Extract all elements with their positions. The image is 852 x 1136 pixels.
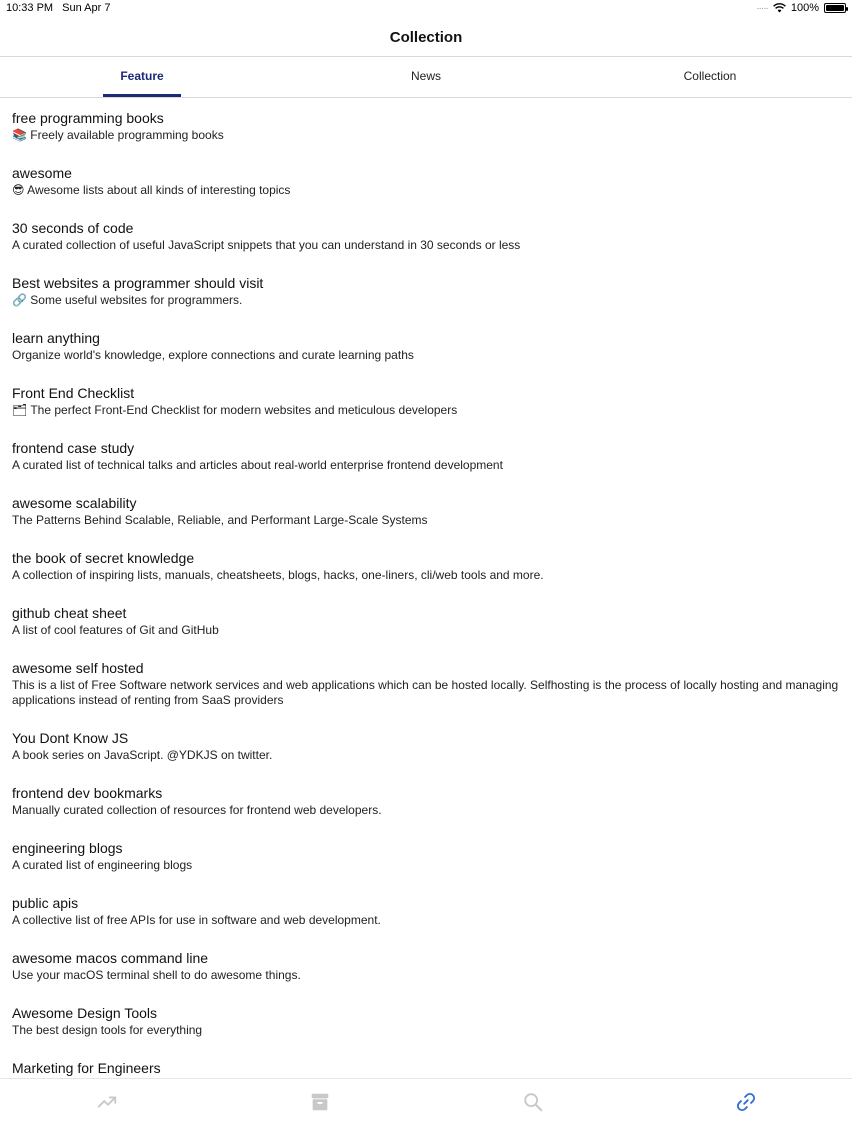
item-description: Manually curated collection of resources for frontend web developers. xyxy=(12,803,382,817)
item-title: Best websites a programmer should visit xyxy=(12,275,264,291)
item-title: the book of secret knowledge xyxy=(12,550,195,566)
list-item[interactable] xyxy=(0,330,852,363)
list-item[interactable] xyxy=(0,785,852,818)
status-date: Sun Apr 7 xyxy=(62,2,111,14)
list-item[interactable] xyxy=(0,1060,852,1077)
tab-collection[interactable]: Collection xyxy=(683,69,737,83)
item-title: github cheat sheet xyxy=(12,605,127,621)
status-bar xyxy=(0,0,852,18)
status-time: 10:33 PM xyxy=(6,2,54,14)
item-title: engineering blogs xyxy=(12,840,123,856)
item-description: A curated list of technical talks and articles about real-world enterprise frontend development xyxy=(12,458,503,472)
item-title: free programming books xyxy=(12,110,164,126)
item-title: awesome xyxy=(12,165,72,181)
list-item[interactable] xyxy=(0,495,852,528)
item-description: A curated collection of useful JavaScript snippets that you can understand in 30 seconds or less xyxy=(12,238,521,252)
bottom-tab-search[interactable] xyxy=(426,1079,639,1136)
list-item[interactable] xyxy=(0,220,852,253)
bottom-tab-bar xyxy=(0,1078,852,1136)
item-description: The Patterns Behind Scalable, Reliable, and Performant Large-Scale Systems xyxy=(12,513,428,527)
item-title: frontend case study xyxy=(12,440,135,456)
battery-percent: 100% xyxy=(790,2,819,14)
item-title: frontend dev bookmarks xyxy=(12,785,163,801)
link-icon xyxy=(735,1091,757,1113)
item-description: 📚 Freely available programming books xyxy=(12,128,224,142)
item-description: A curated list of engineering blogs xyxy=(12,858,193,872)
item-title: awesome scalability xyxy=(12,495,137,511)
list-item[interactable] xyxy=(0,730,852,763)
list-item[interactable] xyxy=(0,275,852,308)
item-description: A collection of inspiring lists, manuals, cheatsheets, blogs, hacks, one-liners, cli/web tools and more. xyxy=(12,568,544,582)
item-description: Use your macOS terminal shell to do awesome things. xyxy=(12,968,301,982)
item-description: The best design tools for everything xyxy=(12,1023,203,1037)
status-right xyxy=(756,2,846,14)
repository-list[interactable] xyxy=(0,98,852,1078)
list-item[interactable] xyxy=(0,660,852,708)
list-item[interactable] xyxy=(0,895,852,928)
tab-feature[interactable]: Feature xyxy=(0,57,284,97)
tab-news[interactable]: News xyxy=(410,69,441,83)
list-item[interactable] xyxy=(0,950,852,983)
item-title: awesome self hosted xyxy=(12,660,144,676)
item-description: A list of cool features of Git and GitHub xyxy=(12,623,219,637)
signal-icon: ····· xyxy=(756,2,768,14)
item-description: Organize world's knowledge, explore connections and curate learning paths xyxy=(12,348,414,362)
list-item[interactable] xyxy=(0,840,852,873)
item-title: Marketing for Engineers xyxy=(12,1060,161,1076)
trending-icon xyxy=(96,1091,118,1113)
bottom-tab-archive[interactable] xyxy=(213,1079,426,1136)
item-title: Awesome Design Tools xyxy=(12,1005,158,1021)
list-item[interactable] xyxy=(0,165,852,198)
search-icon xyxy=(522,1091,544,1113)
item-title: public apis xyxy=(12,895,79,911)
item-description: A collective list of free APIs for use in software and web development. xyxy=(12,913,381,927)
item-title: awesome macos command line xyxy=(12,950,209,966)
item-description: This is a list of Free Software network services and web applications which can be hosted locally. Selfhosting is the process of locally hosting and managing applications instead of renting from SaaS providers xyxy=(12,678,839,707)
list-item[interactable] xyxy=(0,1005,852,1038)
item-title: You Dont Know JS xyxy=(12,730,129,746)
list-item[interactable] xyxy=(0,385,852,418)
bottom-tab-trending[interactable] xyxy=(0,1079,213,1136)
list-item[interactable] xyxy=(0,605,852,638)
item-description: 🗂 The perfect Front-End Checklist for modern websites and meticulous developers xyxy=(12,403,458,417)
archive-icon xyxy=(309,1091,331,1113)
navigation-bar xyxy=(0,18,852,57)
wifi-icon xyxy=(773,3,786,13)
list-item[interactable] xyxy=(0,550,852,583)
segment-tab-bar xyxy=(0,57,852,98)
item-description: A book series on JavaScript. @YDKJS on twitter. xyxy=(12,748,273,762)
item-title: learn anything xyxy=(12,330,100,346)
battery-icon xyxy=(824,3,846,13)
item-title: Front End Checklist xyxy=(12,385,135,401)
list-item[interactable] xyxy=(0,110,852,143)
list-item[interactable] xyxy=(0,440,852,473)
status-left xyxy=(6,2,116,14)
item-description: 😎 Awesome lists about all kinds of interesting topics xyxy=(12,183,291,197)
item-title: 30 seconds of code xyxy=(12,220,134,236)
item-description: 🔗 Some useful websites for programmers. xyxy=(12,293,243,307)
bottom-tab-links[interactable] xyxy=(639,1079,852,1136)
page-title: Collection xyxy=(389,29,463,46)
